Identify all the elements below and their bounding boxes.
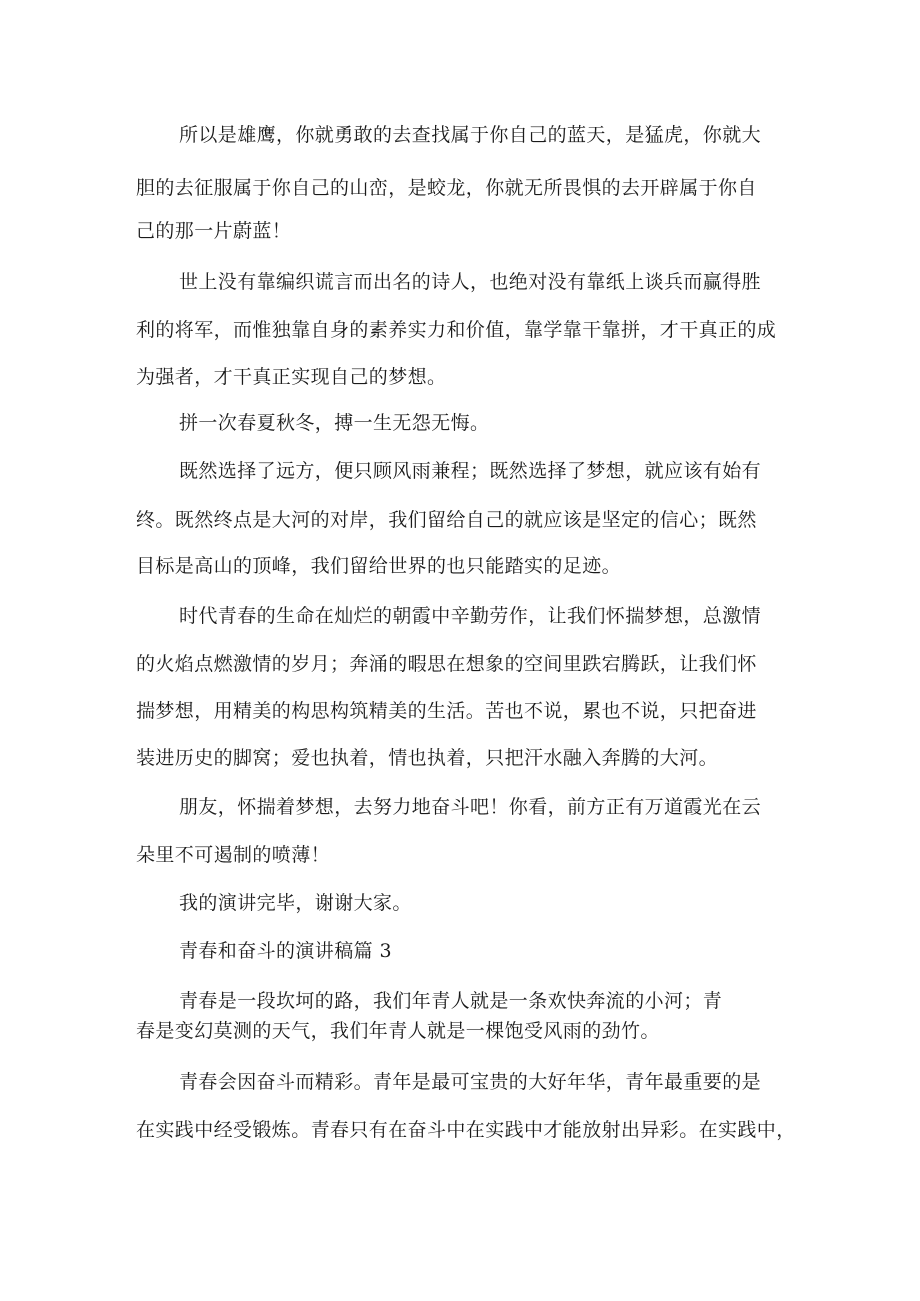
text-line: 朋友，怀揣着梦想，去努力地奋斗吧！你看，前方正有万道霞光在云 (179, 796, 762, 818)
text-line: 青春会因奋斗而精彩。青年是最可宝贵的大好年华，青年最重要的是 (179, 1071, 762, 1093)
text-line: 拼一次春夏秋冬，搏一生无怨无悔。 (179, 412, 490, 434)
section-heading: 青春和奋斗的演讲稿篇 3 (179, 940, 392, 962)
text-line: 目标是高山的顶峰，我们留给世界的也只能踏实的足迹。 (136, 555, 622, 577)
text-line: 既然选择了远方，便只顾风雨兼程；既然选择了梦想，就应该有始有 (179, 460, 762, 482)
text-line: 终。既然终点是大河的对岸，我们留给自己的就应该是坚定的信心；既然 (136, 509, 757, 531)
text-line: 世上没有靠编织谎言而出名的诗人，也绝对没有靠纸上谈兵而赢得胜 (179, 271, 762, 293)
text-line: 利的将军，而惟独靠自身的素养实力和价值，靠学靠干靠拼，才干真正的成 (136, 319, 777, 341)
text-line: 我的演讲完毕，谢谢大家。 (179, 892, 412, 914)
text-line: 时代青春的生命在灿烂的朝霞中辛勤劳作，让我们怀揣梦想，总激情 (179, 605, 762, 627)
text-line: 胆的去征服属于你自己的山峦，是蛟龙，你就无所畏惧的去开辟属于你自 (136, 177, 757, 199)
text-line: 己的那一片蔚蓝！ (136, 220, 292, 242)
text-line: 揣梦想，用精美的构思构筑精美的生活。苦也不说，累也不说，只把奋进 (136, 700, 757, 722)
text-line: 青春是一段坎坷的路，我们年青人就是一条欢快奔流的小河；青 (179, 990, 723, 1012)
text-line: 朵里不可遏制的喷薄！ (136, 844, 331, 866)
text-line: 为强者，才干真正实现自己的梦想。 (136, 366, 447, 388)
text-line: 的火焰点燃激情的岁月；奔涌的暇思在想象的空间里跌宕腾跃，让我们怀 (136, 653, 757, 675)
text-line: 春是变幻莫测的天气，我们年青人就是一棵饱受风雨的劲竹。 (136, 1020, 660, 1042)
text-line: 在实践中经受锻炼。青春只有在奋斗中在实践中才能放射出异彩。在实践中， (136, 1119, 796, 1141)
text-line: 装进历史的脚窝；爱也执着，情也执着，只把汗水融入奔腾的大河。 (136, 747, 719, 769)
text-line: 所以是雄鹰，你就勇敢的去查找属于你自己的蓝天，是猛虎，你就大 (179, 124, 762, 146)
